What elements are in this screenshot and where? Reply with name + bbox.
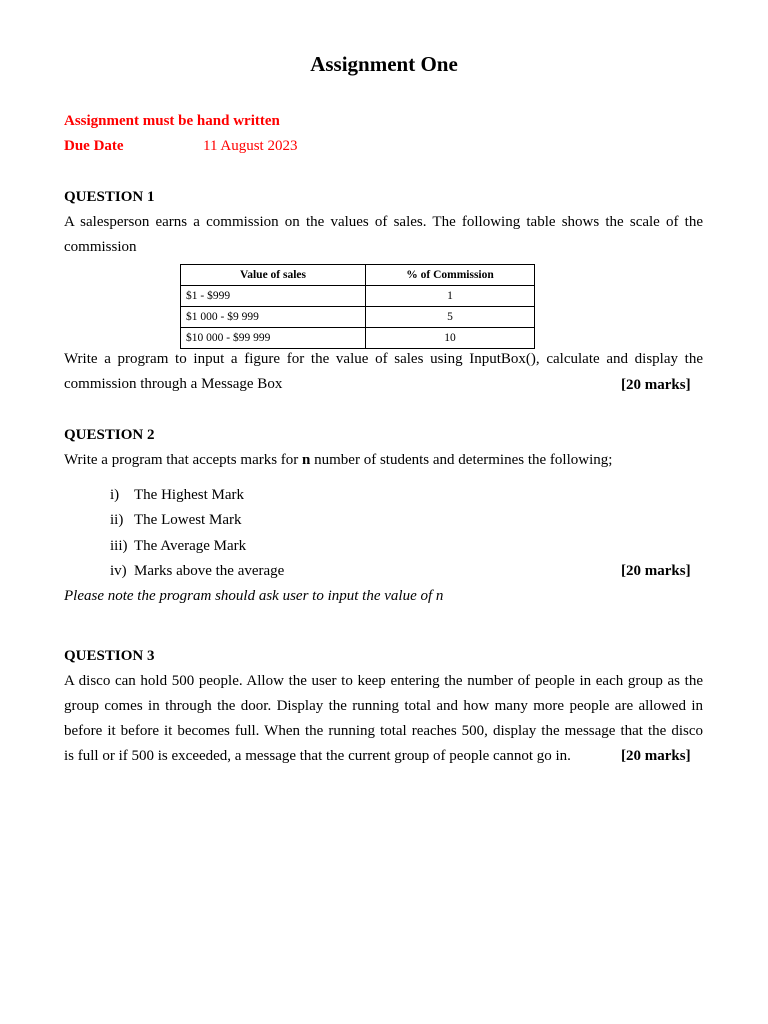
list-item-text: The Highest Mark [134,487,244,503]
table-row [181,307,535,328]
table-header-row [181,265,535,286]
list-item-number: iii) [110,538,128,554]
table-cell-value: $10 000 - $99 999 [181,328,366,349]
table-row [181,328,535,349]
question-1-heading: QUESTION 1 [64,189,155,205]
question-3-line: group comes in through the door. Display the running total and how many more people are allowed in [64,698,703,714]
question-3-line: is full or if 500 is exceeded, a message that the current group of people cannot go in. [64,748,571,764]
column-header-commission: % of Commission [366,265,535,286]
commission-table [180,264,535,349]
list-item-text: The Lowest Mark [134,512,242,528]
due-date-label: Due Date [64,138,124,154]
question-2-intro [64,452,612,469]
question-2-intro-end: number of students and determines the following; [310,452,613,468]
question-3-heading: QUESTION 3 [64,648,155,664]
question-1-task-line: commission through a Message Box [64,376,283,392]
table-cell-value: $1 - $999 [181,286,366,307]
list-item-number: i) [110,487,120,503]
table-cell-commission: 10 [366,328,535,349]
question-2-marks: [20 marks] [621,563,691,579]
question-1-intro-line: commission [64,239,137,255]
list-item-text: The Average Mark [134,538,247,554]
question-3-body [64,669,703,769]
due-date-value: 11 August 2023 [203,138,298,154]
question-2-intro-start: Write a program that accepts marks for [64,452,303,468]
list-item-text: Marks above the average [134,563,285,579]
page-title: Assignment One [310,52,458,76]
column-header-value-of-sales: Value of sales [181,265,366,286]
question-2-heading: QUESTION 2 [64,427,155,443]
question-1-intro [64,210,703,260]
list-item-number: iv) [110,563,127,579]
table-cell-value: $1 000 - $9 999 [181,307,366,328]
question-1-marks: [20 marks] [621,377,691,393]
question-2-intro-variable: n [302,452,311,468]
question-1-task [64,347,703,397]
question-1-intro-line: A salesperson earns a commission on the values of sales. The following table shows the scale of the [64,214,703,230]
list-item-number: ii) [110,512,124,528]
question-3-line: A disco can hold 500 people. Allow the user to keep entering the number of people in each group as the [64,673,703,689]
question-2-note: Please note the program should ask user to input the value of n [64,588,444,604]
table-cell-commission: 5 [366,307,535,328]
question-1-task-line: Write a program to input a figure for the value of sales using InputBox(), calculate and display the [64,351,703,367]
handwritten-notice: Assignment must be hand written [64,113,280,129]
question-3-marks: [20 marks] [621,748,691,764]
table-row [181,286,535,307]
table-cell-commission: 1 [366,286,535,307]
question-3-line: before it before it becomes full. When the running total reaches 500, display the message that the disco [64,723,703,739]
